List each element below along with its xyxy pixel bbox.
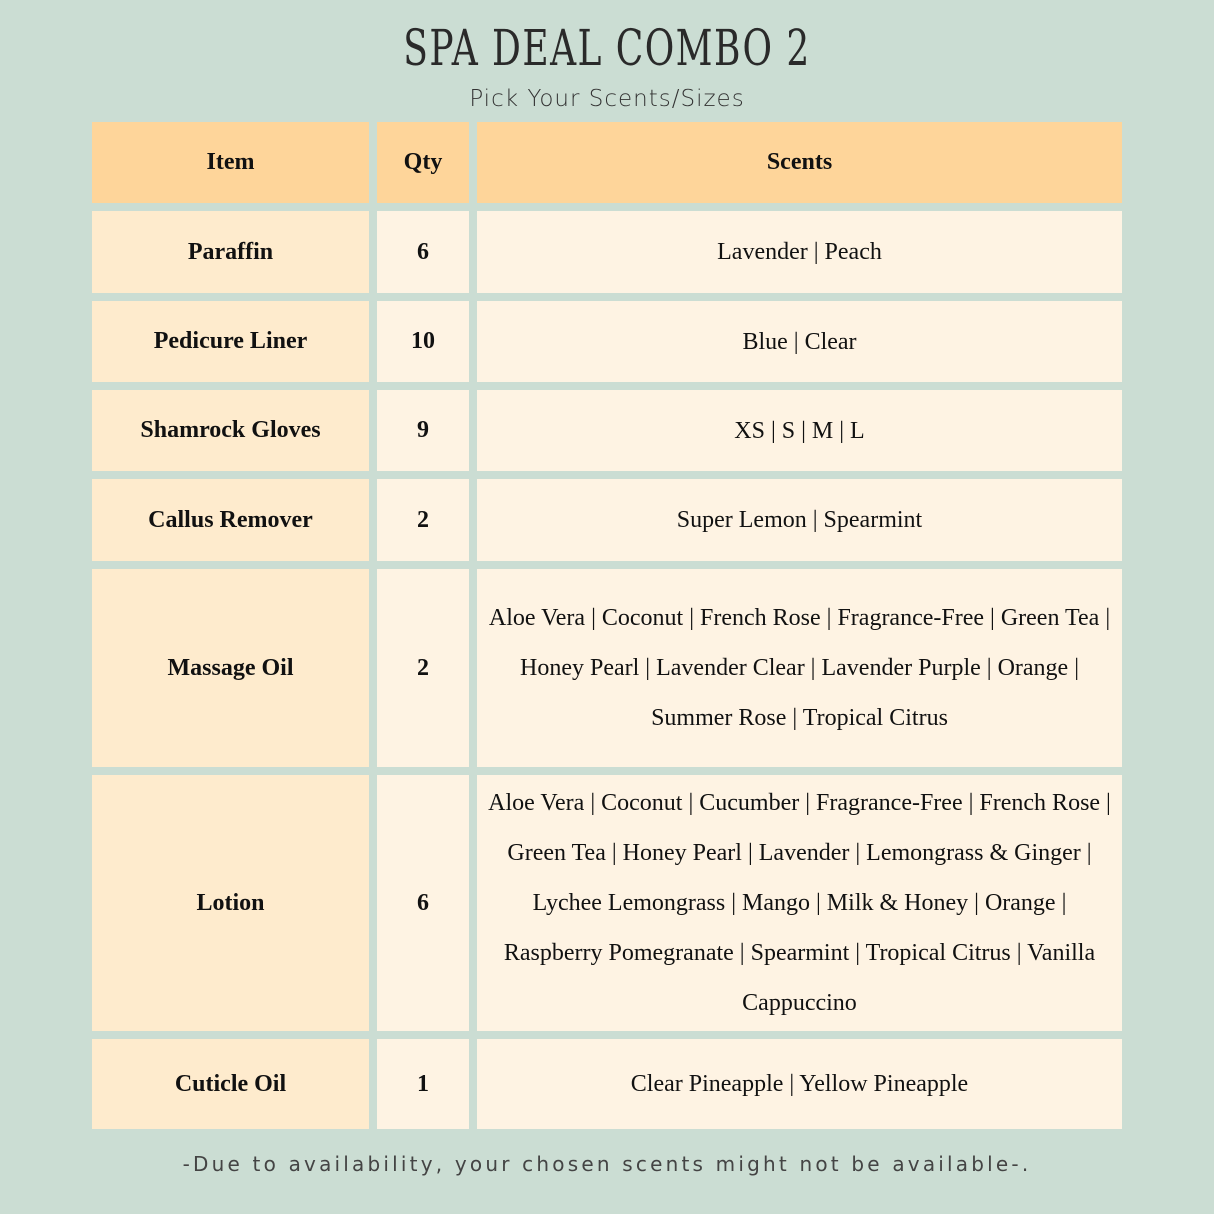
item-name: Paraffin: [92, 211, 369, 293]
item-scents: XS | S | M | L: [477, 390, 1122, 471]
item-name: Massage Oil: [92, 569, 369, 767]
item-scents: Super Lemon | Spearmint: [477, 479, 1122, 561]
item-scents: Blue | Clear: [477, 301, 1122, 382]
item-qty: 6: [377, 775, 469, 1031]
item-name: Pedicure Liner: [92, 301, 369, 382]
page-subtitle: Pick Your Scents/Sizes: [469, 86, 745, 112]
item-scents: Aloe Vera | Coconut | Cucumber | Fragrance-Free | French Rose | Green Tea | Honey Pearl | Lavender | Lemongrass & Ginger | Lychee Lemongrass | Mango | Milk & Honey | Orange | Raspberry Pomegranate | Spearmint | Tropical Citrus | Vanilla Cappuccino: [477, 775, 1122, 1031]
item-qty: 2: [377, 569, 469, 767]
item-qty: 6: [377, 211, 469, 293]
header-item: Item: [92, 122, 369, 203]
header-qty: Qty: [377, 122, 469, 203]
item-qty: 2: [377, 479, 469, 561]
item-scents: Lavender | Peach: [477, 211, 1122, 293]
item-name: Lotion: [92, 775, 369, 1031]
item-qty: 1: [377, 1039, 469, 1129]
item-qty: 9: [377, 390, 469, 471]
availability-note: -Due to availability, your chosen scents might not be available-.: [182, 1152, 1032, 1176]
item-name: Cuticle Oil: [92, 1039, 369, 1129]
item-scents: Clear Pineapple | Yellow Pineapple: [477, 1039, 1122, 1129]
item-qty: 10: [377, 301, 469, 382]
item-name: Callus Remover: [92, 479, 369, 561]
item-name: Shamrock Gloves: [92, 390, 369, 471]
item-scents: Aloe Vera | Coconut | French Rose | Fragrance-Free | Green Tea | Honey Pearl | Lavender Clear | Lavender Purple | Orange | Summer Rose | Tropical Citrus: [477, 569, 1122, 767]
header-scents: Scents: [477, 122, 1122, 203]
deal-table: [92, 122, 1122, 1129]
page-title: SPA DEAL COMBO 2: [403, 19, 811, 77]
